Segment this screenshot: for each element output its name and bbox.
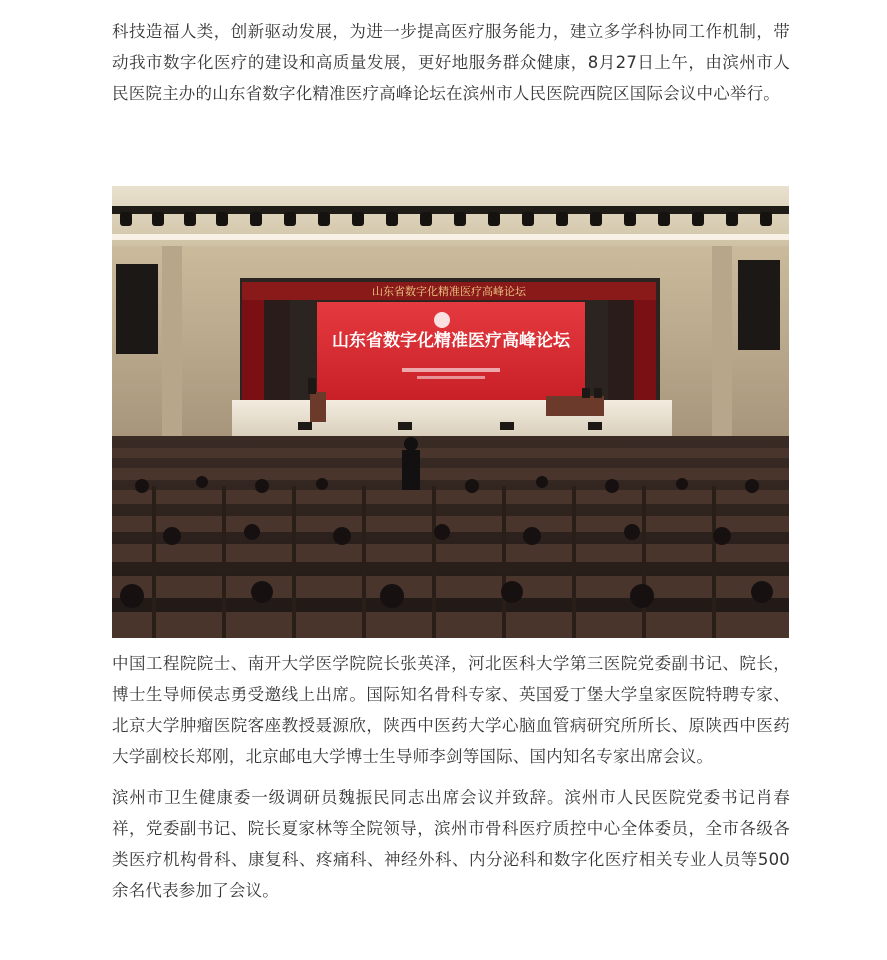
article-body <box>112 16 790 906</box>
conference-photo <box>112 186 789 638</box>
article-paragraph-attendees: 滨州市卫生健康委一级调研员魏振民同志出席会议并致辞。滨州市人民医院党委书记肖春祥，党委副书记、院长夏家林等全院领导，滨州市骨科医疗质控中心全体委员，全市各级各类医疗机构骨科、康复科、疼痛科、神经外科、内分泌科和数字化医疗相关专业人员等500余名代表参加了会议。 <box>112 788 790 900</box>
stage-banner-text: 山东省数字化精准医疗高峰论坛 <box>372 285 526 298</box>
article-paragraph-intro: 科技造福人类，创新驱动发展，为进一步提高医疗服务能力，建立多学科协同工作机制，带动我市数字化医疗的建设和高质量发展，更好地服务群众健康，8月27日上午，由滨州市人民医院主办的山东省数字化精准医疗高峰论坛在滨州市人民医院西院区国际会议中心举行。 <box>112 22 790 103</box>
article-paragraph-guests: 中国工程院院士、南开大学医学院院长张英泽，河北医科大学第三医院党委副书记、院长，博士生导师侯志勇受邀线上出席。国际知名骨科专家、英国爱丁堡大学皇家医院特聘专家、北京大学肿瘤医院客座教授聂源欣，陕西中医药大学心脑血管病研究所所长、原陕西中医药大学副校长郑刚，北京邮电大学博士生导师李剑等国际、国内知名专家出席会议。 <box>112 654 790 766</box>
stage-screen-text: 山东省数字化精准医疗高峰论坛 <box>332 331 570 351</box>
